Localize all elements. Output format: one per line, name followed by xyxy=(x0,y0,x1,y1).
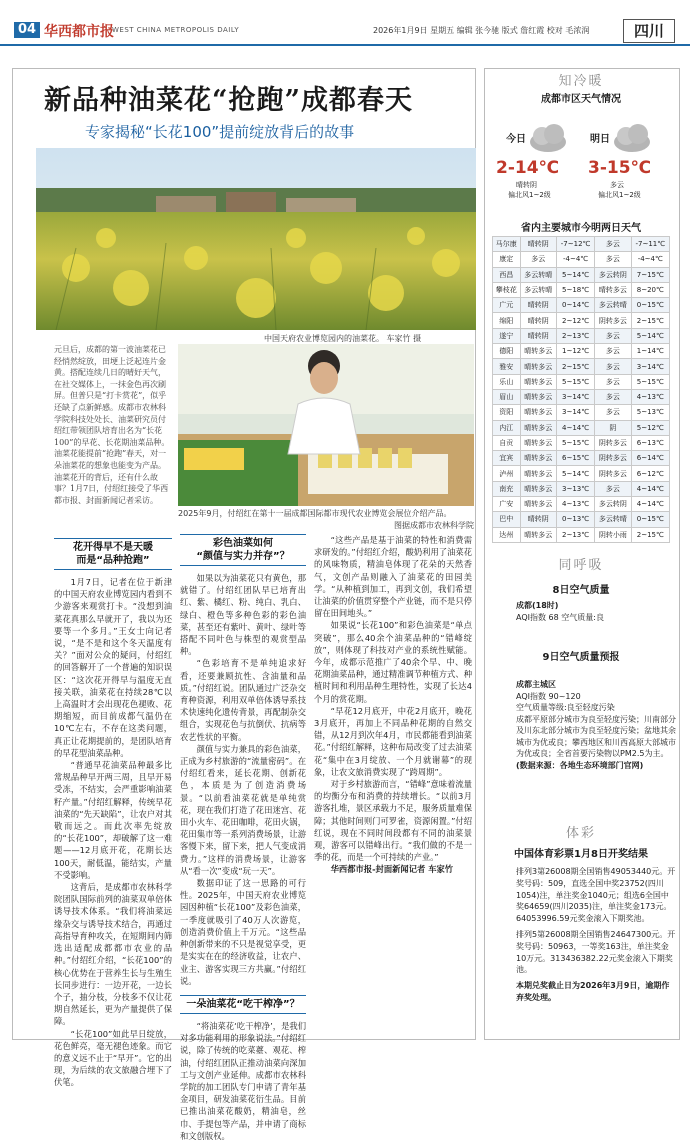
weather-row xyxy=(493,313,670,328)
tomorrow-temp: 5~13℃ xyxy=(631,405,669,420)
paragraph: “色彩培育不是单纯追求好看，还要兼顾抗性、含油量和品质。”付绍红说。团队通过广泛杂交育种资源，利用双单倍体诱导系技术快速纯化遗传背景，再配制杂交组合，实现花色与抗倒伏、抗病等农艺性状的平衡。 xyxy=(180,658,306,742)
weather-row xyxy=(493,527,670,542)
city-name: 遂宁 xyxy=(493,328,521,343)
tomorrow-temp: 5~14℃ xyxy=(631,328,669,343)
tomorrow-condition: 多云 xyxy=(595,359,631,374)
weather-row xyxy=(493,282,670,297)
lottery-pl3: 排列3第26008期全国销售49053440元。开奖号码：509，直选全国中奖23752(四川1054)注，单注奖金1040元；组选6全国中奖64659(四川2035)注，单注奖金173元。64053996.59元奖金滚入下期奖池。 xyxy=(516,867,676,924)
tomorrow-condition: 多云转晴 xyxy=(595,512,631,527)
lottery-pl5: 排列5第26008期全国销售24647300元。开奖号码：50963，一等奖163注，单注奖金10万元。313436382.22元奖金滚入下期奖池。 xyxy=(516,929,676,975)
tomorrow-temp: 3~14℃ xyxy=(631,359,669,374)
tomorrow-condition: 多云 xyxy=(595,237,631,252)
tomorrow-temp: 2~15℃ xyxy=(631,313,669,328)
today-condition: 晴转多云 xyxy=(520,527,556,542)
tomorrow-condition: 多云 xyxy=(595,481,631,496)
today-condition: 晴转多云 xyxy=(520,481,556,496)
today-temp: 2~15℃ xyxy=(556,359,594,374)
city-name: 巴中 xyxy=(493,512,521,527)
booth-caption-text: 2025年9月，付绍红在第十一届成都国际都市现代农业博览会展位介绍产品。 xyxy=(178,509,452,518)
today-weather xyxy=(490,112,580,210)
tomorrow-temp: 5~12℃ xyxy=(631,420,669,435)
tomorrow-temp: 5~15℃ xyxy=(631,374,669,389)
today-condition: 晴转多云 xyxy=(520,389,556,404)
today-condition: 晴转多云 xyxy=(520,497,556,512)
air-day8-value: AQI指数 68 空气质量:良 xyxy=(516,612,604,622)
today-condition: 晴转多云 xyxy=(520,344,556,359)
weather-row xyxy=(493,420,670,435)
article-column-2 xyxy=(180,534,306,1142)
city-name: 资阳 xyxy=(493,405,521,420)
weather-row xyxy=(493,405,670,420)
city-name: 攀枝花 xyxy=(493,282,521,297)
air-day9-aqi: AQI指数 90~120 xyxy=(516,691,581,701)
tomorrow-temp: 4~13℃ xyxy=(631,389,669,404)
issue-meta: 2026年1月9日 星期五 编辑 张今驰 版式 詹红霞 校对 毛浓润 xyxy=(373,26,590,35)
city-name: 南充 xyxy=(493,481,521,496)
air-day9-source: (数据来源：各地生态环境部门官网) xyxy=(516,760,644,770)
tomorrow-condition: 多云 xyxy=(595,389,631,404)
today-condition: 晴转多云 xyxy=(520,466,556,481)
article-column-1 xyxy=(54,538,172,1089)
today-condition: 晴转阴 xyxy=(516,181,537,189)
weather-row xyxy=(493,237,670,252)
air-day8-block xyxy=(516,600,676,623)
city-name: 德阳 xyxy=(493,344,521,359)
lottery-deadline: 本期兑奖截止日为2026年3月9日，逾期作弃奖处理。 xyxy=(516,981,670,1002)
paragraph: “长花100”如此早日绽放，花色鲜亮，毫无褪色迹象。而它的意义远不止于“早开”。它的出现，为后续的农文旅融合埋下了伏笔。 xyxy=(54,1028,172,1088)
article-column-3 xyxy=(314,534,472,876)
weather-section-title: 知冷暖 xyxy=(558,74,604,89)
today-temp: 1~12℃ xyxy=(556,344,594,359)
tomorrow-temp: 6~13℃ xyxy=(631,435,669,450)
tomorrow-label: 明日 xyxy=(590,134,610,145)
paragraph: 如果说“长花100”和彩色油菜是“单点突破”，那么40余个油菜品种的“错峰绽放”，则体现了科技对产业的系统性赋能。今年，成都示范推广了40余个早、中、晚花期油菜品种，通过精准调节种植方式、种植时间和利用品种生理特性，实现了长达4个月的赏花期。 xyxy=(314,620,472,704)
today-temp: 5~14℃ xyxy=(556,267,594,282)
paragraph: “将油菜花‘吃干榨净’，是我们对多功能利用的形象说法。”付绍红说，除了传统的吃菜薹、观花、榨油，付绍红团队正推动油菜向深加工与文创产业延伸。成都市农林科学院的加工团队专门申请了青年基金项目，研发油菜花衍生品。目前已推出油菜花酸奶，精油皂，丝巾、手提包等产品，并申请了商标和文创版权。 xyxy=(180,1020,306,1141)
today-temp: 6~15℃ xyxy=(556,451,594,466)
city-name: 内江 xyxy=(493,420,521,435)
weather-row xyxy=(493,359,670,374)
tomorrow-temp: 4~14℃ xyxy=(631,497,669,512)
tomorrow-condition: 多云 xyxy=(595,328,631,343)
weather-row xyxy=(493,344,670,359)
tomorrow-temp: -7~11℃ xyxy=(631,237,669,252)
today-condition: 多云 xyxy=(520,252,556,267)
weather-row xyxy=(493,512,670,527)
today-wind: 偏北风1~2级 xyxy=(508,191,551,199)
tomorrow-temp: 7~15℃ xyxy=(631,267,669,282)
weather-row xyxy=(493,466,670,481)
city-name: 宜宾 xyxy=(493,451,521,466)
city-name: 泸州 xyxy=(493,466,521,481)
tomorrow-temp: 4~14℃ xyxy=(631,481,669,496)
lottery-title: 中国体育彩票1月8日开奖结果 xyxy=(514,849,648,860)
weather-row xyxy=(493,481,670,496)
booth-photo-image xyxy=(178,344,474,506)
city-name: 雅安 xyxy=(493,359,521,374)
lottery-section-title: 体彩 xyxy=(565,826,596,841)
booth-photo-credit: 图据成都市农林科学院 xyxy=(394,521,474,530)
air-day9-detail: 成都平原部分城市为良至轻度污染；川南部分及川东北部分城市为良至轻度污染；盆地其余城市为优或良；攀西地区和川西高原大部城市为优或良；全省首要污染物以PM2.5为主。 xyxy=(516,714,676,758)
tomorrow-condition: 阴转多云 xyxy=(595,435,631,450)
today-temperature: 2-14℃ xyxy=(496,158,560,178)
today-temp: 5~18℃ xyxy=(556,282,594,297)
tomorrow-condition: 阴 xyxy=(595,420,631,435)
tomorrow-temp: 0~15℃ xyxy=(631,512,669,527)
section-heading-1: 花开得早不是天暖 而是“品种抢跑” xyxy=(54,538,172,570)
tomorrow-temp: 8~20℃ xyxy=(631,282,669,297)
today-condition: 晴转多云 xyxy=(520,435,556,450)
today-condition: 晴转阴 xyxy=(520,512,556,527)
tomorrow-condition: 多云 xyxy=(595,374,631,389)
article-headline: 新品种油菜花“抢跑”成都春天 xyxy=(44,85,414,116)
city-name: 自贡 xyxy=(493,435,521,450)
today-condition: 晴转多云 xyxy=(520,451,556,466)
today-condition: 多云转晴 xyxy=(520,282,556,297)
city-name: 绵阳 xyxy=(493,313,521,328)
city-name: 达州 xyxy=(493,527,521,542)
city-name: 乐山 xyxy=(493,374,521,389)
weather-row xyxy=(493,435,670,450)
section-heading-3: 一朵油菜花“吃干榨净”？ xyxy=(180,995,306,1014)
tomorrow-condition: 阴转多云 xyxy=(595,313,631,328)
tomorrow-temp: 2~15℃ xyxy=(631,527,669,542)
air-day9-block xyxy=(516,679,676,771)
city-name: 康定 xyxy=(493,252,521,267)
tomorrow-temp: -4~4℃ xyxy=(631,252,669,267)
province-weather-title: 省内主要城市今明两日天气 xyxy=(521,223,641,234)
tomorrow-temp: 1~14℃ xyxy=(631,344,669,359)
today-condition: 晴转多云 xyxy=(520,405,556,420)
today-condition: 多云转晴 xyxy=(520,267,556,282)
newspaper-logo: 华西都市报 xyxy=(44,24,114,40)
weather-row xyxy=(493,389,670,404)
today-temp: 5~15℃ xyxy=(556,435,594,450)
tomorrow-condition: 多云转阴 xyxy=(595,497,631,512)
today-temp: 0~14℃ xyxy=(556,298,594,313)
today-temp: 3~14℃ xyxy=(556,389,594,404)
expo-booth-photo xyxy=(178,344,474,506)
weather-row xyxy=(493,267,670,282)
today-temp: 4~13℃ xyxy=(556,497,594,512)
tomorrow-condition: 阴转小雨 xyxy=(595,527,631,542)
today-temp: 3~13℃ xyxy=(556,481,594,496)
chengdu-weather-title: 成都市区天气情况 xyxy=(541,94,621,105)
weather-row xyxy=(493,298,670,313)
paragraph: “普通早花油菜品种最多比常规品种早开两三周，且早开易受冻，不结实，会严重影响油菜籽产量。”付绍红解释，传统早花油菜的“先天缺陷”，让农户对其敬而远之。而此次率先绽放的“长花100”，却破解了这一难题——12月底开花，花期长达100天，耐低温，能结实，产量不受影响。 xyxy=(54,760,172,880)
article-lead: 元旦后，成都的第一波油菜花已经悄然绽放，田埂上泛起连片金黄。搭配连续几日的晴好天气，在社交媒体上，一抹金色再次刷屏。但普只是“打卡赏花”，似乎还缺了点新鲜感。成都市农林科学院科技处处长、油菜研究员付绍红带领团队培育出名为“长花100”的早花、长花期油菜品种。油菜花能提前“抢跑”春天，对一朵油菜花的想象也能变为产品。油菜花开的背后，还有什么故事？1月7日，付绍红接受了华西都市报、封面新闻记者采访。 xyxy=(54,345,170,505)
city-name: 广元 xyxy=(493,298,521,313)
rapeseed-field-photo xyxy=(36,148,476,330)
byline: 华西都市报-封面新闻记者 车家竹 xyxy=(330,864,454,875)
section-heading-2: 彩色油菜如何 “颜值与实力并存”？ xyxy=(180,534,306,566)
newspaper-english-name: WEST CHINA METROPOLIS DAILY xyxy=(112,26,240,34)
region-tag: 四川 xyxy=(623,19,675,43)
today-temp: -7~12℃ xyxy=(556,237,594,252)
air-section-title: 同呼吸 xyxy=(558,558,604,573)
today-condition: 晴转阴 xyxy=(520,237,556,252)
tomorrow-condition: 阴转多云 xyxy=(595,451,631,466)
today-condition: 晴转多云 xyxy=(520,374,556,389)
today-temp: 2~12℃ xyxy=(556,313,594,328)
tomorrow-temp: 6~14℃ xyxy=(631,451,669,466)
field-photo-caption: 中国天府农业博览园内的油菜花。 车家竹 摄 xyxy=(264,334,422,343)
tomorrow-condition: 多云 xyxy=(595,405,631,420)
today-temp: -4~4℃ xyxy=(556,252,594,267)
air-day9-title: 9日空气质量预报 xyxy=(542,652,620,663)
booth-photo-caption xyxy=(178,508,474,532)
weather-row xyxy=(493,374,670,389)
tomorrow-condition: 多云转晴 xyxy=(595,298,631,313)
weather-row xyxy=(493,497,670,512)
paragraph: 这背后，是成都市农林科学院团队国际前列的油菜双单倍体诱导技术体系。“我们将油菜远缘杂交与诱导技术结合，再通过高指导育种攻关，在短期间内筛选出适配成都都市农业的品种。”付绍红介绍，“长花100”的核心优势在于营养生长与生殖生长同步进行：一边开花，一边长个子，抽分枝，分枝多不仅让花期自然延长，更为产量提供了保障。 xyxy=(54,882,172,1027)
cloudy-icon xyxy=(610,122,654,154)
today-condition: 晴转阴 xyxy=(520,313,556,328)
city-name: 广安 xyxy=(493,497,521,512)
paragraph: 数据印证了这一思路的可行性。2025年，中国天府农业博览园因种植“长花100”及彩色油菜，一季度就吸引了40万人次游览，创造消费价值上千万元。“这些品种创新带来的不只是视觉享受，更是实实在在的经济收益，让农户、业主、游客实现三方共赢。”付绍红说。 xyxy=(180,878,306,986)
province-weather-table xyxy=(492,236,670,543)
today-temp: 5~15℃ xyxy=(556,374,594,389)
paragraph: 颜值与实力兼具的彩色油菜，正成为乡村旅游的“流量密码”。在付绍红看来，延长花期、创新花色，本质是为了创造消费场景。“以前看油菜花就是单纯赏花，现在我们打造了花田迷宫、花田小火车、花田咖啡，花田火锅，花田集市等一系列消费场景，让游客慢下来，留下来，把人气变成消费力。”这样的消费场景，让游客从“看一次”变成“玩一天”。 xyxy=(180,743,306,876)
tomorrow-temp: 6~12℃ xyxy=(631,466,669,481)
page-number: 04 xyxy=(14,22,40,38)
today-condition: 晴转阴 xyxy=(520,298,556,313)
cloudy-icon xyxy=(526,122,570,154)
city-name: 马尔康 xyxy=(493,237,521,252)
tomorrow-condition: 晴转多云 xyxy=(595,282,631,297)
today-condition: 晴转阴 xyxy=(520,328,556,343)
today-temp: 3~14℃ xyxy=(556,405,594,420)
lottery-block xyxy=(516,866,676,1004)
today-temp: 4~14℃ xyxy=(556,420,594,435)
city-name: 眉山 xyxy=(493,389,521,404)
tomorrow-condition: 多云转阴 xyxy=(595,267,631,282)
tomorrow-condition: 多云 xyxy=(595,344,631,359)
paragraph: 如果以为油菜花只有黄色，那就错了。付绍红团队早已培育出红、紫、橘红、粉、纯白、乳白、绿白、橙色等多种色彩的彩色油菜，甚至还有紫叶、黄叶、绿叶等搭配不同叶色与株型的观赏型品种。 xyxy=(180,573,306,657)
today-temp: 2~13℃ xyxy=(556,328,594,343)
paragraph: 对于乡村旅游而言，“错峰”意味着流量的均衡分布和消费的持续增长。“以前3月游客扎堆，景区承载力不足，服务质量难保障；其他时间则门可罗雀，资源闲置。”付绍红说，现在不同时间段都有不同的油菜景观，游客可以错峰出行。“我们做的不是一季的花，而是一个可持续的产业。” xyxy=(314,779,472,863)
today-temp: 2~13℃ xyxy=(556,527,594,542)
today-temp: 0~13℃ xyxy=(556,512,594,527)
weather-row xyxy=(493,252,670,267)
city-name: 西昌 xyxy=(493,267,521,282)
today-label: 今日 xyxy=(506,134,526,145)
tomorrow-condition: 多云 xyxy=(595,252,631,267)
paragraph: “早花12月底开，中花2月底开，晚花3月底开，再加上不同品种花期的自然交错，从12月到次年4月，市民都能看到油菜花。”付绍红解释，这种布局改变了过去油菜花“集中在3月绽放、一个月就谢幕”的现象，让农文旅消费实现了“跨周期”。 xyxy=(314,705,472,777)
today-condition: 晴转多云 xyxy=(520,359,556,374)
tomorrow-weather xyxy=(580,112,676,210)
paragraph: “这些产品是基于油菜的特性和消费需求研发的。”付绍红介绍，酸奶利用了油菜花的风味物质，精油皂体现了花朵的天然香气，文创产品则融入了油菜花的田园美学。“从种植到加工，再到文创，我们希望让油菜的价值贯穿整个产业链，而不是只停留在田间地头。” xyxy=(314,535,472,619)
air-day8-city: 成都(18时) xyxy=(516,601,559,610)
article-subhead: 专家揭秘“长花100”提前绽放背后的故事 xyxy=(85,123,355,141)
tomorrow-wind: 偏北风1~2级 xyxy=(598,191,641,199)
province-weather-table-wrap xyxy=(492,236,670,543)
tomorrow-condition: 阴转多云 xyxy=(595,466,631,481)
paragraph: 1月7日，记者在位于新津的中国天府农业博览园内看到不少游客来观赏打卡。“没想到油菜花真那么早就开了，我以为还要等一个多月。”王女士向记者说，“是不是和这个冬天温度有关？”面对公众的疑问，付绍红的回答解开了一个普遍的知识误区：“这次花开得早与温度无直接关联，油菜花在持续28℃以上高温时才会出现花色褪败、花期缩短，而目前成都气温仍在10℃左右，不存在这类问题，真正让花期提前的，是团队培育的早花型油菜品种。 xyxy=(54,577,172,758)
air-day9-city: 成都主城区 xyxy=(516,680,556,689)
air-day8-title: 8日空气质量 xyxy=(552,585,610,596)
today-condition: 晴转多云 xyxy=(520,420,556,435)
tomorrow-condition: 多云 xyxy=(610,181,624,189)
weather-row xyxy=(493,328,670,343)
weather-row xyxy=(493,451,670,466)
field-photo-image xyxy=(36,148,476,330)
tomorrow-temperature: 3-15℃ xyxy=(588,158,652,178)
today-temp: 5~14℃ xyxy=(556,466,594,481)
air-day9-level: 空气质量等级:良至轻度污染 xyxy=(516,703,615,712)
tomorrow-temp: 0~15℃ xyxy=(631,298,669,313)
